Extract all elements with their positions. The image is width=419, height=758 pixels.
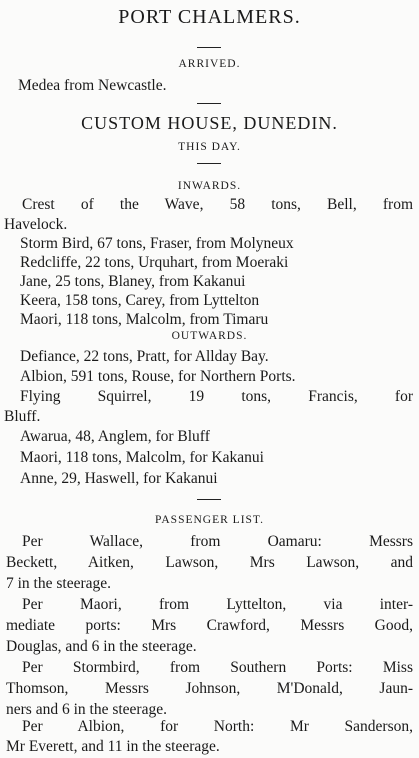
divider <box>197 499 221 500</box>
inwards-line: Maori, 118 tons, Malcolm, from Timaru <box>20 311 269 328</box>
custom-house-title: CUSTOM HOUSE, DUNEDIN. <box>81 113 338 133</box>
outwards-line: Flying Squirrel, 19 tons, Francis, for <box>20 388 413 405</box>
outwards-line: Bluff. <box>4 408 41 425</box>
passenger-line: Per Maori, from Lyttelton, via inter- <box>22 596 413 613</box>
inwards-heading: INWARDS. <box>177 180 242 192</box>
inwards-line: Redcliffe, 22 tons, Urquhart, from Moeraki <box>20 254 289 271</box>
page-title: PORT CHALMERS. <box>118 6 301 28</box>
divider <box>197 163 221 164</box>
outwards-line: Anne, 29, Haswell, for Kakanui <box>20 470 218 487</box>
outwards-line: Maori, 118 tons, Malcolm, for Kakanui <box>20 449 264 466</box>
passenger-line: 7 in the steerage. <box>6 575 112 592</box>
passenger-line: Per Stormbird, from Southern Ports: Miss <box>22 659 413 676</box>
inwards-line: Jane, 25 tons, Blaney, from Kakanui <box>20 273 246 290</box>
passenger-line: Beckett, Aitken, Lawson, Mrs Lawson, and <box>6 554 413 571</box>
passenger-line: Per Wallace, from Oamaru: Messrs <box>22 533 413 550</box>
arrived-line: Medea from Newcastle. <box>18 77 167 94</box>
passenger-line: ners and 6 in the steerage. <box>6 701 167 718</box>
passenger-line: Mr Everett, and 11 in the steerage. <box>6 738 220 755</box>
outwards-heading: OUTWARDS. <box>171 330 248 342</box>
arrived-heading: ARRIVED. <box>178 58 241 70</box>
passenger-line: Thomson, Messrs Johnson, M'Donald, Jaun- <box>6 680 413 697</box>
custom-house-subtitle: THIS DAY. <box>178 141 241 153</box>
passenger-list-heading: PASSENGER LIST. <box>155 514 264 526</box>
inwards-line: Keera, 158 tons, Carey, from Lyttelton <box>20 292 260 309</box>
passenger-line: Per Albion, for North: Mr Sanderson, <box>22 718 413 735</box>
outwards-line: Awarua, 48, Anglem, for Bluff <box>20 428 210 445</box>
divider <box>197 47 221 48</box>
divider <box>197 103 221 104</box>
inwards-line: Storm Bird, 67 tons, Fraser, from Molyneux <box>20 235 294 252</box>
outwards-line: Defiance, 22 tons, Pratt, for Allday Bay. <box>20 348 269 365</box>
inwards-line: Crest of the Wave, 58 tons, Bell, from <box>22 196 413 213</box>
passenger-line: mediate ports: Mrs Crawford, Messrs Good, <box>6 617 413 634</box>
inwards-line: Havelock. <box>4 216 68 233</box>
passenger-line: Douglas, and 6 in the steerage. <box>6 638 197 655</box>
outwards-line: Albion, 591 tons, Rouse, for Northern Ports. <box>20 368 296 385</box>
